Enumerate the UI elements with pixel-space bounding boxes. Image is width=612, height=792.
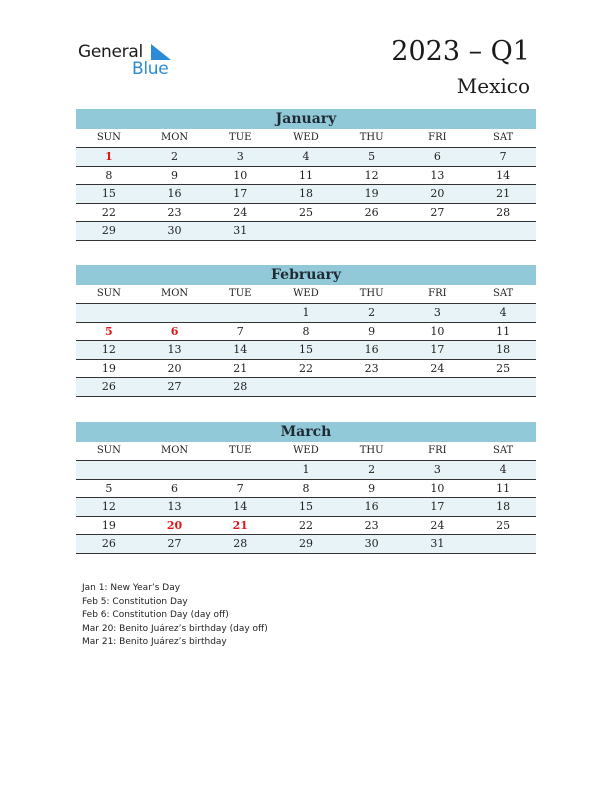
day-cell: 26: [76, 378, 142, 397]
month-header: January: [76, 109, 536, 129]
empty-day-cell: [470, 222, 536, 241]
weekday-header: SAT: [470, 285, 536, 304]
day-cell: 29: [273, 535, 339, 554]
day-cell: 8: [76, 166, 142, 185]
day-cell: 15: [76, 185, 142, 204]
week-row: [76, 378, 536, 397]
week-row: [76, 341, 536, 360]
weekday-header: SUN: [76, 442, 142, 461]
weekday-header: WED: [273, 442, 339, 461]
empty-day-cell: [142, 304, 208, 323]
month-table: [76, 442, 536, 554]
day-cell: 22: [273, 359, 339, 378]
day-cell: 1: [273, 304, 339, 323]
day-cell: 10: [405, 322, 471, 341]
day-cell: 7: [207, 322, 273, 341]
day-cell: 5: [76, 322, 142, 341]
day-cell: 24: [207, 203, 273, 222]
logo-text-blue: Blue: [132, 59, 169, 79]
day-cell: 9: [339, 479, 405, 498]
weekday-header: SUN: [76, 129, 142, 148]
day-cell: 20: [142, 359, 208, 378]
empty-day-cell: [207, 461, 273, 480]
day-cell: 21: [470, 185, 536, 204]
weekday-header: MON: [142, 285, 208, 304]
day-cell: 31: [207, 222, 273, 241]
day-cell: 25: [470, 359, 536, 378]
week-row: [76, 185, 536, 204]
holiday-note: Jan 1: New Year’s Day: [82, 583, 181, 593]
weekday-header: SUN: [76, 285, 142, 304]
week-row: [76, 148, 536, 167]
weekday-header: THU: [339, 129, 405, 148]
weekday-row: [76, 285, 536, 304]
empty-day-cell: [339, 222, 405, 241]
day-cell: 13: [405, 166, 471, 185]
weekday-header: TUE: [207, 285, 273, 304]
week-row: [76, 166, 536, 185]
day-cell: 4: [273, 148, 339, 167]
holiday-note: Mar 21: Benito Juárez’s birthday: [82, 637, 227, 648]
day-cell: 18: [273, 185, 339, 204]
day-cell: 10: [207, 166, 273, 185]
week-row: [76, 516, 536, 535]
day-cell: 26: [76, 535, 142, 554]
day-cell: 20: [142, 516, 208, 535]
generalblue-logo: [78, 40, 188, 80]
day-cell: 16: [142, 185, 208, 204]
month-table: [76, 285, 536, 397]
weekday-row: [76, 129, 536, 148]
page-subtitle: Mexico: [456, 74, 530, 98]
day-cell: 1: [76, 148, 142, 167]
weekday-header: TUE: [207, 129, 273, 148]
day-cell: 16: [339, 341, 405, 360]
day-cell: 11: [273, 166, 339, 185]
month-days: [76, 304, 536, 397]
day-cell: 6: [405, 148, 471, 167]
day-cell: 17: [207, 185, 273, 204]
day-cell: 2: [339, 304, 405, 323]
week-row: [76, 461, 536, 480]
month-february: [76, 265, 536, 397]
weekday-header: SAT: [470, 129, 536, 148]
day-cell: 5: [339, 148, 405, 167]
empty-day-cell: [76, 304, 142, 323]
day-cell: 31: [405, 535, 471, 554]
week-row: [76, 203, 536, 222]
month-march: [76, 422, 536, 554]
day-cell: 3: [207, 148, 273, 167]
day-cell: 19: [76, 359, 142, 378]
day-cell: 17: [405, 341, 471, 360]
week-row: [76, 498, 536, 517]
empty-day-cell: [207, 304, 273, 323]
day-cell: 14: [207, 341, 273, 360]
weekday-header: FRI: [405, 442, 471, 461]
empty-day-cell: [339, 378, 405, 397]
month-days: [76, 461, 536, 554]
day-cell: 14: [207, 498, 273, 517]
day-cell: 13: [142, 498, 208, 517]
holiday-note: Feb 6: Constitution Day (day off): [82, 610, 229, 621]
week-row: [76, 535, 536, 554]
empty-day-cell: [142, 461, 208, 480]
day-cell: 1: [273, 461, 339, 480]
day-cell: 24: [405, 359, 471, 378]
weekday-header: FRI: [405, 129, 471, 148]
day-cell: 11: [470, 479, 536, 498]
weekday-row: [76, 442, 536, 461]
weekday-header: MON: [142, 129, 208, 148]
week-row: [76, 222, 536, 241]
day-cell: 23: [339, 516, 405, 535]
weekday-header: THU: [339, 285, 405, 304]
day-cell: 11: [470, 322, 536, 341]
day-cell: 26: [339, 203, 405, 222]
day-cell: 13: [142, 341, 208, 360]
month-header: February: [76, 265, 536, 285]
day-cell: 19: [76, 516, 142, 535]
day-cell: 3: [405, 304, 471, 323]
month-days: [76, 148, 536, 241]
day-cell: 22: [76, 203, 142, 222]
page-title: 2023 – Q1: [391, 36, 530, 67]
day-cell: 3: [405, 461, 471, 480]
day-cell: 18: [470, 498, 536, 517]
day-cell: 25: [273, 203, 339, 222]
day-cell: 15: [273, 498, 339, 517]
month-header: March: [76, 422, 536, 442]
weekday-header: WED: [273, 285, 339, 304]
day-cell: 9: [142, 166, 208, 185]
holiday-note: Mar 20: Benito Juárez’s birthday (day off): [82, 623, 268, 634]
day-cell: 21: [207, 516, 273, 535]
week-row: [76, 359, 536, 378]
day-cell: 12: [76, 498, 142, 517]
day-cell: 20: [405, 185, 471, 204]
weekday-header: WED: [273, 129, 339, 148]
empty-day-cell: [273, 222, 339, 241]
day-cell: 10: [405, 479, 471, 498]
empty-day-cell: [470, 535, 536, 554]
empty-day-cell: [470, 378, 536, 397]
weekday-header: SAT: [470, 442, 536, 461]
day-cell: 7: [207, 479, 273, 498]
day-cell: 29: [76, 222, 142, 241]
day-cell: 16: [339, 498, 405, 517]
day-cell: 23: [339, 359, 405, 378]
day-cell: 8: [273, 479, 339, 498]
weekday-header: MON: [142, 442, 208, 461]
day-cell: 30: [142, 222, 208, 241]
empty-day-cell: [405, 378, 471, 397]
day-cell: 15: [273, 341, 339, 360]
day-cell: 9: [339, 322, 405, 341]
holiday-note: Feb 5: Constitution Day: [82, 596, 188, 607]
day-cell: 28: [207, 378, 273, 397]
day-cell: 6: [142, 322, 208, 341]
day-cell: 12: [339, 166, 405, 185]
empty-day-cell: [405, 222, 471, 241]
day-cell: 22: [273, 516, 339, 535]
month-january: [76, 109, 536, 241]
day-cell: 23: [142, 203, 208, 222]
day-cell: 19: [339, 185, 405, 204]
day-cell: 21: [207, 359, 273, 378]
day-cell: 17: [405, 498, 471, 517]
day-cell: 24: [405, 516, 471, 535]
day-cell: 27: [142, 378, 208, 397]
day-cell: 12: [76, 341, 142, 360]
day-cell: 2: [142, 148, 208, 167]
day-cell: 25: [470, 516, 536, 535]
weekday-header: TUE: [207, 442, 273, 461]
holiday-notes: [82, 582, 268, 650]
day-cell: 2: [339, 461, 405, 480]
day-cell: 27: [142, 535, 208, 554]
day-cell: 28: [207, 535, 273, 554]
empty-day-cell: [76, 461, 142, 480]
day-cell: 18: [470, 341, 536, 360]
day-cell: 28: [470, 203, 536, 222]
empty-day-cell: [273, 378, 339, 397]
day-cell: 8: [273, 322, 339, 341]
day-cell: 4: [470, 304, 536, 323]
day-cell: 7: [470, 148, 536, 167]
week-row: [76, 479, 536, 498]
week-row: [76, 304, 536, 323]
day-cell: 4: [470, 461, 536, 480]
day-cell: 5: [76, 479, 142, 498]
day-cell: 6: [142, 479, 208, 498]
month-table: [76, 129, 536, 241]
weekday-header: FRI: [405, 285, 471, 304]
logo-text-general: General: [78, 42, 143, 62]
week-row: [76, 322, 536, 341]
weekday-header: THU: [339, 442, 405, 461]
day-cell: 30: [339, 535, 405, 554]
day-cell: 14: [470, 166, 536, 185]
day-cell: 27: [405, 203, 471, 222]
